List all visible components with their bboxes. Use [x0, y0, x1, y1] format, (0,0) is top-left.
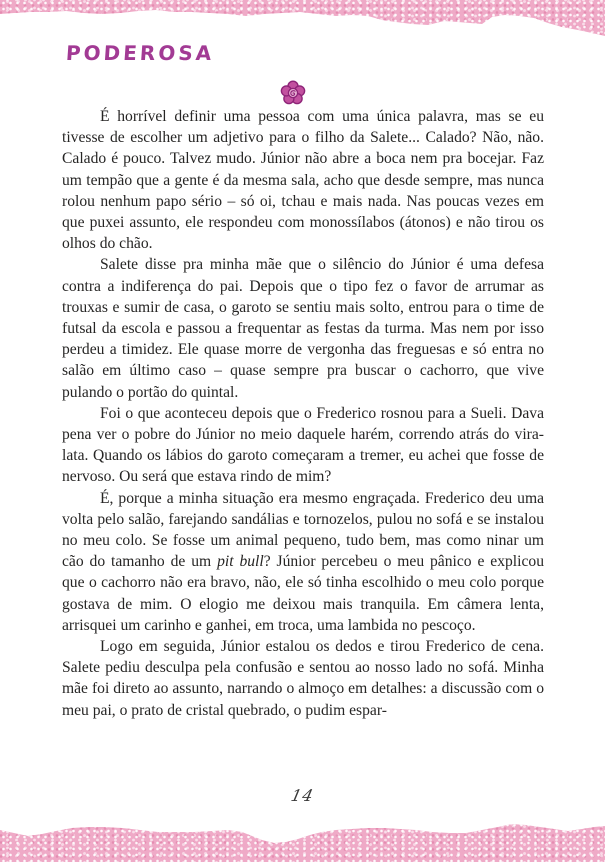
- paragraph-5: Logo em seguida, Júnior estalou os dedos e tirou Frederico de cena. Salete pediu desculpa pela confusão e sentou ao nosso lado no sofá. Minha mãe foi direto ao assunto, narrando o almoço em detalhes: a discussão com o meu pai, o prato de cristal quebrado, o pudim espar-: [62, 638, 544, 719]
- body-text: [62, 106, 544, 721]
- paragraph-3: Foi o que aconteceu depois que o Frederico rosnou para a Sueli. Dava pena ver o pobre do Júnior no meio daquele harém, correndo atrás do vira-lata. Quando os lábios do garoto começaram a tremer, eu achei que fosse de nervoso. Ou será que estava rindo de mim?: [62, 404, 544, 486]
- paragraph-4-text-before: É, porque a minha situação era mesmo engraçada. Frederico deu uma volta pelo salão, farejando sandálias e tornozelos, pulou no sofá e se instalou no meu colo. Se fosse um animal pequeno, tudo bem, mas como ninar um cão do tamanho de um: [62, 489, 544, 571]
- paragraph-1: É horrível definir uma pessoa com uma única palavra, mas se eu tivesse de escolher um adjetivo para o filho da Salete... Calado? Não, não. Calado é pouco. Talvez mudo. Júnior não abre a boca nem pra bocejar. Faz um tempão que a gente é da mesma sala, acho que desde sempre, mas nunca rolou nenhum papo sério – só oi, tchau e mais nada. Nas poucas vezes em que puxei assunto, ele respondeu com monossílabos (átonos) e não tirou os olhos do chão.: [62, 108, 544, 253]
- paragraph-2: Salete disse pra minha mãe que o silêncio do Júnior é uma defesa contra a indiferença do pai. Depois que o tipo fez o favor de arrumar as trouxas e sumir de casa, o garoto se sentiu mais solto, entrou para o time de futsal da escola e passou a frequentar as festas da turma. Mas nem por isso perdeu a timidez. Ele quase morre de vergonha das freguesas e só entra no salão em último caso – quase sempre pra buscar o cachorro, que vive pulando o portão do quintal.: [62, 256, 544, 401]
- book-title: PODEROSA: [65, 41, 216, 65]
- page-number: 14: [289, 786, 316, 805]
- italic-term: pit bull: [217, 553, 264, 571]
- paragraph-4-text-after: ? Júnior percebeu o meu pânico e explicou que o cachorro não era bravo, não, ele só tinha escolhido o meu colo porque gostava de mim. O elogio me deixou mais tranquila. Em câmera lenta, arrisquei um carinho e ganhei, em troca, uma lambida no pescoço.: [62, 553, 544, 634]
- torn-paper-bottom-border: [0, 816, 605, 862]
- flower-icon: [279, 79, 307, 107]
- torn-paper-top-border: [0, 0, 605, 40]
- paragraph-4: [62, 488, 544, 636]
